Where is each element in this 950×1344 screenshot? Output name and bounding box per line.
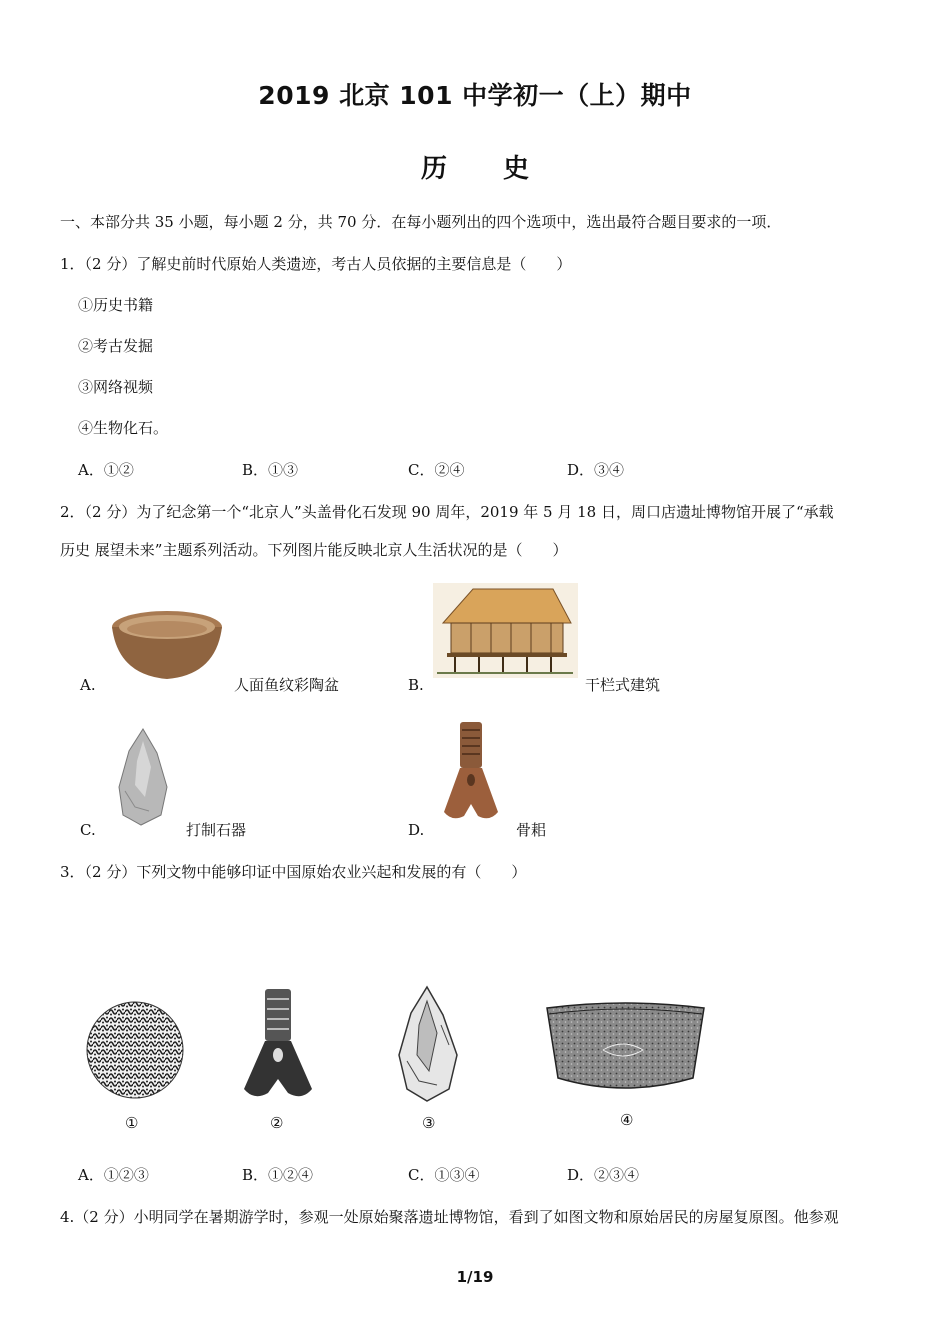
page-total: 19: [472, 1268, 494, 1286]
q1-option-d: D．③④: [567, 461, 625, 479]
page-number: [0, 1268, 950, 1286]
q1-option-b: B．①③: [242, 461, 299, 479]
q3-option-b: B．①②④: [242, 1166, 314, 1184]
pottery-bowl-image: [108, 605, 226, 683]
q2-option-a-caption: 人面鱼纹彩陶盆: [234, 676, 340, 694]
q2-option-d-letter: D.: [408, 821, 425, 839]
pottery-vessel-drawing: [543, 1000, 708, 1100]
chipped-stone-tool-image: [113, 727, 173, 827]
q3-figure-label: ①: [125, 1114, 139, 1132]
page-title: 2019 北京 101 中学初一（上）期中: [258, 81, 692, 110]
bone-spade-drawing: [240, 985, 315, 1105]
q1-item: ②考古发掘: [78, 337, 154, 355]
carbonized-grain-image: [85, 1000, 185, 1100]
q3-option-a: A．①②③: [78, 1166, 149, 1184]
q2-option-b-caption: 干栏式建筑: [585, 676, 661, 694]
q3-figure-label: ③: [422, 1114, 436, 1132]
q2-stem-line1: 2．（2 分）为了纪念第一个“北京人”头盖骨化石发现 90 周年，2019 年 5 月 18 日，周口店遗址博物馆开展了“承载: [60, 503, 834, 521]
q2-option-b-letter: B.: [408, 676, 424, 694]
section-instructions: 一、本部分共 35 小题，每小题 2 分，共 70 分．在每小题列出的四个选项中，选出最符合题目要求的一项．: [60, 213, 782, 231]
q3-figure-label: ②: [270, 1114, 284, 1132]
q1-item: ①历史书籍: [78, 296, 154, 314]
q2-option-c-letter: C.: [80, 821, 96, 839]
q1-option-c: C．②④: [408, 461, 465, 479]
q1-item: ④生物化石。: [78, 419, 169, 437]
stilt-house-image: [433, 583, 578, 678]
page-separator: /: [467, 1268, 473, 1286]
q1-option-a: A．①②: [78, 461, 134, 479]
q3-stem: 3．（2 分）下列文物中能够印证中国原始农业兴起和发展的有（ ）: [60, 863, 527, 881]
stone-tool-drawing: [393, 985, 463, 1105]
bone-spade-image: [440, 720, 502, 826]
q2-stem-line2: 历史 展望未来”主题系列活动。下列图片能反映北京人生活状况的是（ ）: [60, 541, 568, 559]
q2-option-c-caption: 打制石器: [186, 821, 247, 839]
q1-item: ③网络视频: [78, 378, 154, 396]
q2-option-d-caption: 骨耜: [516, 821, 547, 839]
q3-figure-label: ④: [620, 1111, 634, 1129]
page-current: 1: [456, 1268, 468, 1286]
q2-option-a-letter: A.: [80, 676, 96, 694]
q3-option-c: C．①③④: [408, 1166, 480, 1184]
q3-option-d: D．②③④: [567, 1166, 640, 1184]
q4-stem: 4.（2 分）小明同学在暑期游学时，参观一处原始聚落遗址博物馆，看到了如图文物和原始居民的房屋复原图。他参观: [60, 1208, 839, 1226]
q1-stem: 1．（2 分）了解史前时代原始人类遗迹，考古人员依据的主要信息是（ ）: [60, 255, 572, 273]
subject-heading: 历史: [420, 154, 585, 184]
